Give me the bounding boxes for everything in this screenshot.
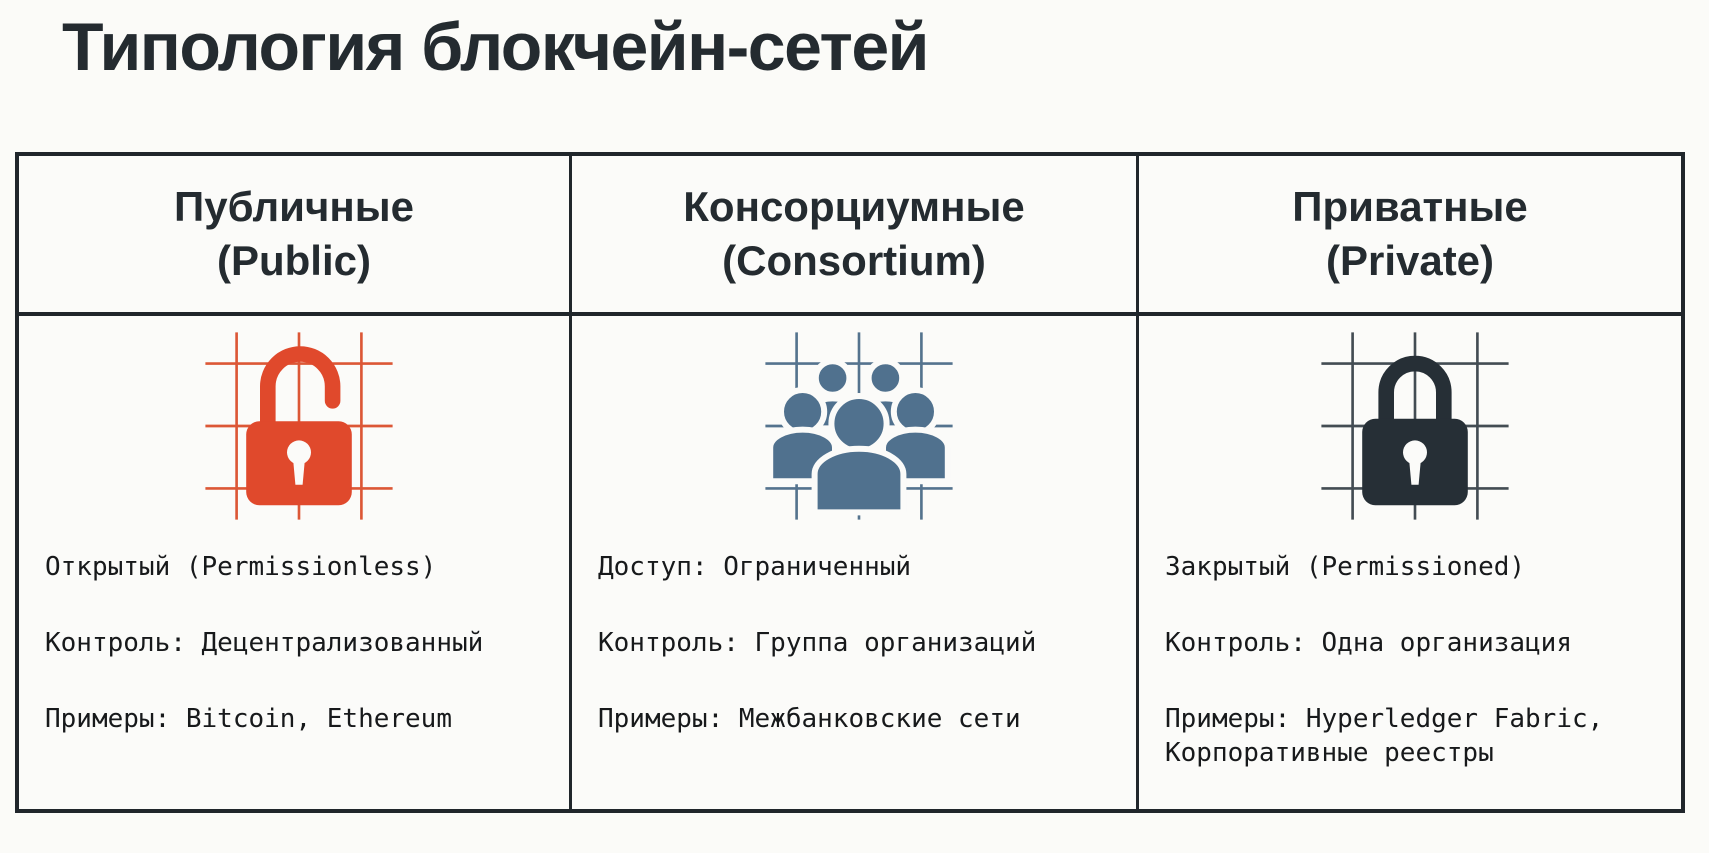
header-private-ru: Приватные: [1292, 183, 1528, 231]
public-access-line: Открытый (Permissionless): [45, 552, 437, 582]
public-icon-wrap: [45, 330, 553, 522]
unlock-grid-icon: [203, 330, 395, 522]
public-examples-line: Примеры: Bitcoin, Ethereum: [45, 704, 452, 734]
consortium-control-line: Контроль: Группа организаций: [598, 628, 1037, 658]
private-access-line: Закрытый (Permissioned): [1165, 552, 1526, 582]
body-cell-public: [19, 316, 572, 812]
private-examples-line: Примеры: Hyperledger Fabric, Корпоративные реестры: [1165, 704, 1604, 768]
header-private-en: (Private): [1325, 237, 1495, 284]
header-public-ru: Публичные: [174, 183, 414, 231]
header-cell-consortium: [572, 156, 1139, 316]
private-control-line: Контроль: Одна организация: [1165, 628, 1572, 658]
header-cell-private: [1139, 156, 1681, 316]
consortium-access-line: Доступ: Ограниченный: [598, 552, 912, 582]
consortium-examples-line: Примеры: Межбанковские сети: [598, 704, 1021, 734]
header-consortium-en: (Consortium): [722, 237, 986, 284]
page-title: Типология блокчейн-сетей: [62, 9, 928, 85]
body-cell-private: [1139, 316, 1681, 812]
private-icon-wrap: [1165, 330, 1665, 522]
public-control-line: Контроль: Децентрализованный: [45, 628, 484, 658]
body-cell-consortium: [572, 316, 1139, 812]
header-consortium-ru: Консорциумные: [683, 183, 1025, 231]
people-group-grid-icon: [763, 330, 955, 522]
lock-grid-icon: [1319, 330, 1511, 522]
header-public-en: (Public): [217, 237, 371, 284]
typology-table: [15, 152, 1685, 813]
header-cell-public: [19, 156, 572, 316]
consortium-icon-wrap: [598, 330, 1120, 522]
